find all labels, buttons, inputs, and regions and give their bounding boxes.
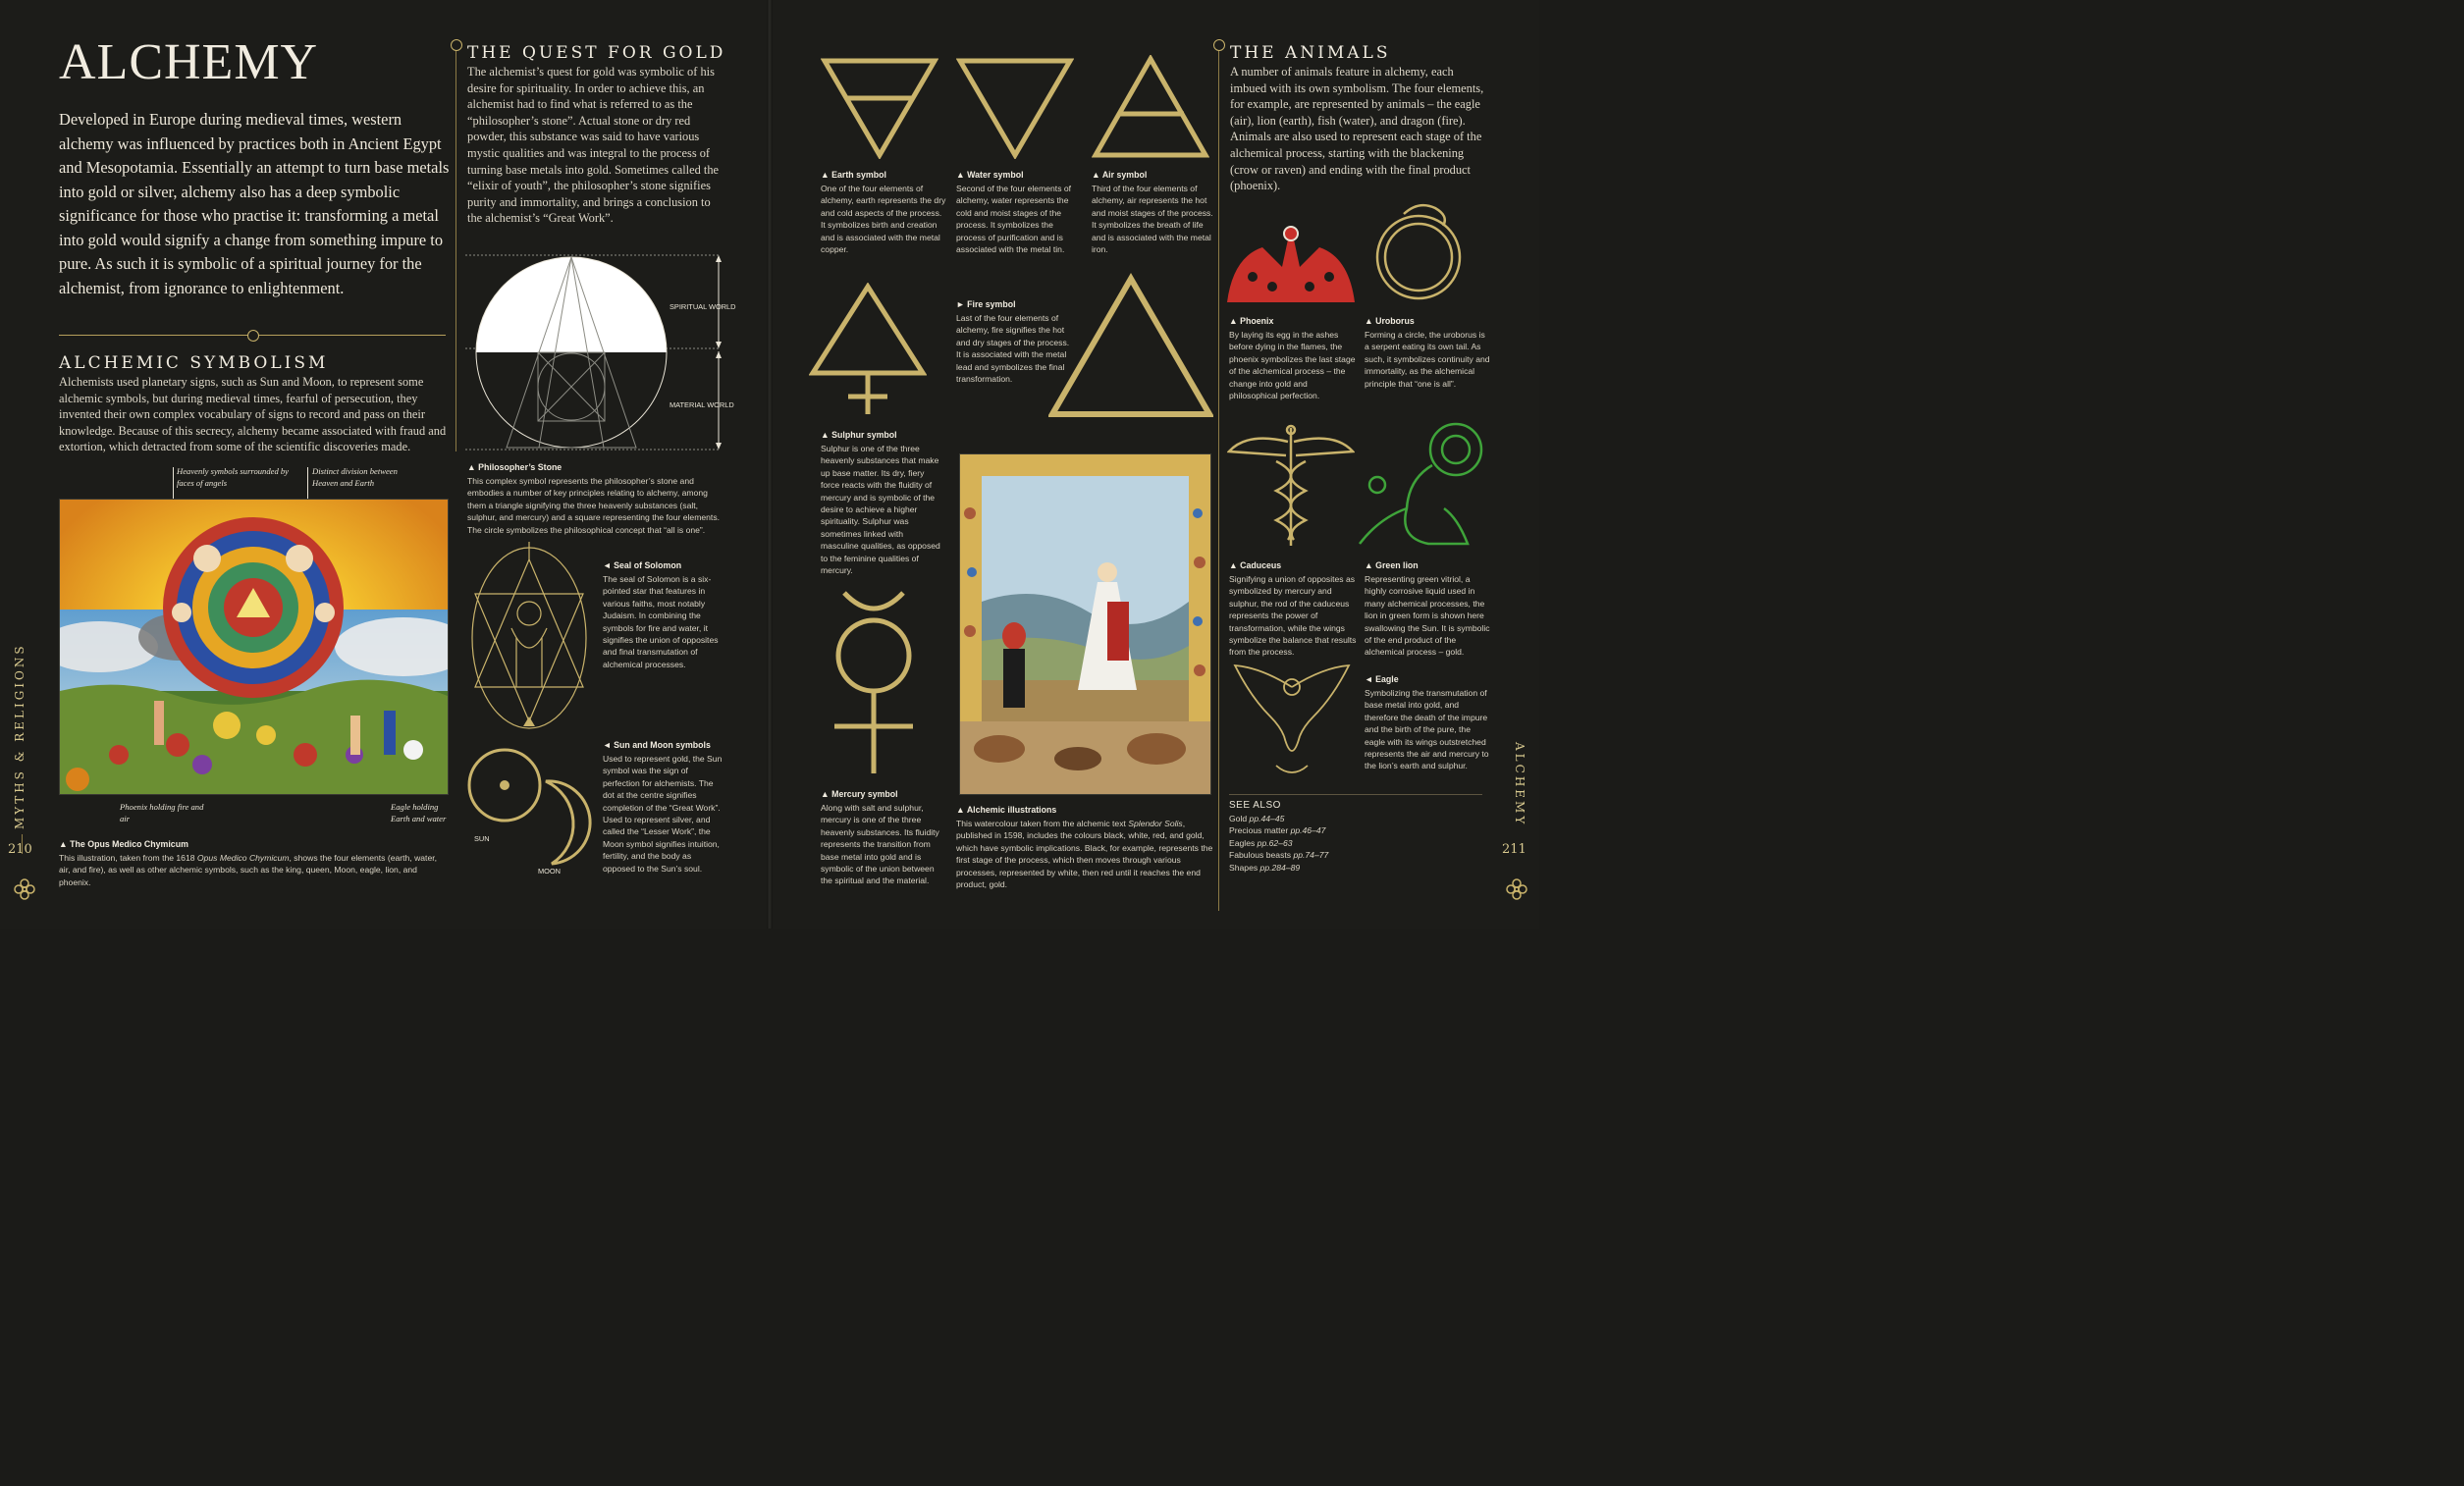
sunmoon-caption-text: Used to represent gold, the Sun symbol was the sign of perfection for alchemists. The dot at the centre signifies completion of the “Great Work”. Used to represent silver, and called the “Lesser Work”, the Moon symbol signifies intuition, fertility, and the body as opposed to the Sun’s soul. — [603, 754, 723, 874]
stone-caption — [467, 457, 726, 536]
phoenix-caption-text: By laying its egg in the ashes before dying in the flames, the phoenix symbolizes the last stage of the alchemical process – the change into gold and philosophical perfection. — [1229, 330, 1356, 401]
illustration-caption-title: Alchemic illustrations — [966, 805, 1057, 815]
see-also-link[interactable]: Eagles pp.62–63 — [1229, 837, 1293, 848]
caduceus-caption-title: Caduceus — [1240, 560, 1282, 570]
fire-caption-title: Fire symbol — [967, 299, 1016, 309]
eagle-illustration — [1231, 658, 1353, 783]
uroborus-caption — [1365, 311, 1490, 390]
caption-marker-icon: ▲ — [467, 462, 479, 472]
earth-caption-text: One of the four elements of alchemy, earth represents the dry and cold aspects of the process. It symbolizes birth and creation and is associated with the metal copper. — [821, 184, 946, 255]
caption-marker-icon: ▲ — [1229, 316, 1241, 326]
caption-marker-icon: ▲ — [956, 170, 968, 180]
see-also-box — [1229, 800, 1425, 874]
mercury-symbol-icon — [825, 587, 923, 777]
caption-marker-icon: ▲ — [1229, 560, 1241, 570]
spiritual-world-label: SPIRITUAL WORLD — [670, 302, 736, 311]
fire-symbol-icon — [1048, 273, 1213, 420]
label-eagle: Eagle holding Earth and water — [391, 802, 447, 823]
uroborus-caption-text: Forming a circle, the uroborus is a serpent eating its own tail. As such, it symbolizes continuity and immortality, as the alchemical principle that “one is all”. — [1365, 330, 1490, 389]
page-number-right: 211 — [1502, 842, 1527, 857]
eagle-caption-text: Symbolizing the transmutation of base metal into gold, and therefore the death of the impure and the birth of the pure, the eagle with its wings outstretched represents the air and mercury to the lion’s earth and sulphur. — [1365, 688, 1489, 771]
air-symbol-icon — [1092, 55, 1209, 159]
caption-marker-icon: ◄ — [603, 740, 615, 750]
air-caption-title: Air symbol — [1101, 170, 1148, 180]
see-also-link[interactable]: Fabulous beasts pp.74–77 — [1229, 850, 1329, 861]
mercury-caption-text: Along with salt and sulphur, mercury is one of the three heavenly substances. Its fluidity represents the transition from base metal into gold and is symbolic of the union between the spiritual and the material. — [821, 803, 939, 886]
see-also-link[interactable]: Gold pp.44–45 — [1229, 814, 1285, 823]
air-caption-text: Third of the four elements of alchemy, air represents the hot and moist stages of the process. It symbolizes the breath of life and is associated with the metal iron. — [1092, 184, 1213, 255]
seal-of-solomon-illustration — [467, 540, 595, 736]
eagle-caption — [1365, 669, 1490, 772]
rule-ornament-icon — [1213, 39, 1225, 51]
fire-caption-text: Last of the four elements of alchemy, fire signifies the hot and dry stages of the process. It is associated with the metal lead and symbolizes the final transformation. — [956, 313, 1070, 385]
sulphur-caption-text: Sulphur is one of the three heavenly substances that make up base matter. Its dry, fiery force reacts with the fluidity of mercury and is symbolic of the desire to achieve a higher spirituality. Sulphur was sometimes linked with masculine qualities, as opposed to the feminine qualities of mercury. — [821, 444, 940, 576]
caption-marker-icon: ▲ — [956, 805, 967, 815]
earth-caption-title: Earth symbol — [831, 170, 886, 180]
opus-caption-text: This illustration, taken from the 1618 — [59, 853, 197, 863]
intro-text: Developed in Europe during medieval times, western alchemy was influenced by practices both in Ancient Egypt and Mesopotamia. Essentially an attempt to turn base metals into gold or silver, alchemy also has a deep symbolic significance for those who practise it: transforming a metal into gold would signify a change from something impure to pure. As such it is symbolic of a spiritual journey for the alchemist, from ignorance to enlightenment. — [59, 110, 450, 297]
phoenix-illustration — [1223, 218, 1359, 306]
sulphur-symbol-icon — [809, 283, 927, 418]
book-gutter — [767, 0, 773, 929]
earth-caption — [821, 165, 948, 255]
see-also-rule — [1229, 794, 1482, 795]
caption-marker-icon: ▲ — [821, 789, 832, 799]
moon-label: MOON — [538, 867, 561, 876]
splendor-solis-illustration — [959, 453, 1211, 795]
sunmoon-caption — [603, 735, 724, 875]
page-number-left: 210 — [8, 842, 32, 857]
water-caption-title: Water symbol — [967, 170, 1024, 180]
label-division: Distinct division between Heaven and Earth — [312, 466, 398, 488]
illustration-caption-text-cont: , published in 1598, includes the colours black, white, red, and gold, which have symbolic implications. Black, for example, represents the first stage of the process, which then moves through various processes, represented by white, then red until it reaches the end product, gold. — [956, 819, 1213, 890]
earth-symbol-icon — [821, 57, 938, 159]
caption-marker-icon: ▲ — [1365, 560, 1376, 570]
see-also-title: SEE ALSO — [1229, 800, 1281, 811]
stone-caption-text: This complex symbol represents the philosopher’s stone and embodies a number of key principles relating to alchemy, among them a triangle signifying the three heavenly substances (salt, sulphur, and mercury) and a square representing the four elements. The circle symbolizes the philosophical concept that “all is one”. — [467, 476, 721, 535]
rule-ornament-icon — [451, 39, 462, 51]
caption-marker-icon: ▲ — [821, 430, 832, 440]
opus-caption — [59, 834, 448, 888]
phoenix-caption-title: Phoenix — [1240, 316, 1274, 326]
water-caption-text: Second of the four elements of alchemy, water represents the cold and moist stages of the process. It symbolizes the process of purification and is associated with the metal tin. — [956, 184, 1072, 255]
caduceus-illustration — [1227, 422, 1355, 550]
caption-marker-icon: ▲ — [59, 839, 71, 849]
label-phoenix: Phoenix holding fire and air — [120, 802, 204, 823]
caduceus-caption — [1229, 556, 1357, 659]
caduceus-caption-text: Signifying a union of opposites as symbolized by mercury and sulphur, the rod of the caduceus represents the power of transformation, while the wings symbolize the balance that results from the process. — [1229, 574, 1357, 658]
divider-ornament-icon — [247, 330, 259, 342]
caption-marker-icon: ▲ — [1365, 316, 1376, 326]
uroborus-illustration — [1365, 200, 1473, 306]
uroborus-caption-title: Uroborus — [1375, 316, 1415, 326]
sulphur-caption-title: Sulphur symbol — [831, 430, 897, 440]
caption-marker-icon: ▲ — [821, 170, 832, 180]
column-rule — [455, 47, 456, 451]
caption-marker-icon: ▲ — [1092, 170, 1102, 180]
animals-heading: THE ANIMALS — [1230, 43, 1391, 63]
green-lion-illustration — [1350, 410, 1499, 550]
green-lion-caption-text: Representing green vitriol, a highly corrosive liquid used in many alchemical processes, the lion in green form is shown here swallowing the Sun. It is symbolic of the end product of the alchemical process – gold. — [1365, 574, 1490, 658]
quest-heading: THE QUEST FOR GOLD — [467, 43, 726, 63]
solomon-caption — [603, 556, 724, 670]
green-lion-caption — [1365, 556, 1490, 659]
water-caption — [956, 165, 1084, 255]
sun-label: SUN — [474, 834, 490, 843]
flower-ornament-icon — [1506, 878, 1527, 900]
page-title: ALCHEMY — [59, 34, 319, 90]
caption-marker-icon: ◄ — [603, 560, 615, 570]
flower-ornament-icon — [14, 878, 35, 900]
eagle-caption-title: Eagle — [1375, 674, 1399, 684]
phoenix-caption — [1229, 311, 1357, 401]
illustration-caption-emphasis: Splendor Solis — [1128, 819, 1183, 828]
caption-marker-icon: ► — [956, 299, 968, 309]
solomon-caption-title: Seal of Solomon — [614, 560, 682, 570]
solomon-caption-text: The seal of Solomon is a six-pointed star that features in various faiths, most notably Judaism. In combining the symbols for fire and water, it signifies the union of opposites and final transmutation of alchemical processes. — [603, 574, 719, 669]
sulphur-caption — [821, 425, 940, 576]
caption-marker-icon: ◄ — [1365, 674, 1376, 684]
opus-caption-text-cont: , shows the four elements (earth, water, air, and fire), as well as other alchemic symbols, such as the king, queen, Moon, eagle, lion, and phoenix. — [59, 853, 437, 887]
leader-line — [173, 467, 174, 501]
symbolism-text: Alchemists used planetary signs, such as Sun and Moon, to represent some alchemic symbols, but during medieval times, fearful of persecution, they invented their own complex vocabulary of signs to record and pass on their knowledge. Because of this secrecy, alchemy became associated with fraud and extortion, which detracted from some of the scientific discoveries made. — [59, 375, 447, 454]
column-rule — [1218, 47, 1219, 911]
see-also-link[interactable]: Shapes pp.284–89 — [1229, 862, 1301, 873]
philosophers-stone-diagram — [465, 250, 735, 456]
opus-caption-emphasis: Opus Medico Chymicum — [196, 853, 290, 863]
see-also-link[interactable]: Precious matter pp.46–47 — [1229, 825, 1326, 836]
label-heavenly-symbols: Heavenly symbols surrounded by faces of angels — [177, 466, 290, 488]
green-lion-caption-title: Green lion — [1375, 560, 1419, 570]
sun-moon-illustration — [465, 744, 603, 872]
illustration-caption — [956, 800, 1213, 890]
quest-text: The alchemist’s quest for gold was symbolic of his desire for spirituality. In order to achieve this, an alchemist had to find what is referred to as the “philosopher’s stone”. Actual stone or dry red powder, this substance was said to have various mystic qualities and was integral to the process of turning base metals into gold. Sometimes called the “elixir of youth”, the philosopher’s stone signifies purity and immortality, and brings a conclusion to the alchemist’s “Great Work”. — [467, 65, 720, 226]
chapter-side-tab: MYTHS & RELIGIONS — [13, 643, 27, 829]
sunmoon-caption-title: Sun and Moon symbols — [614, 740, 711, 750]
material-world-label: MATERIAL WORLD — [670, 400, 734, 409]
animals-text: A number of animals feature in alchemy, each imbued with its own symbolism. The four elements, for example, are represented by animals – the eagle (air), lion (earth), fish (water), and dragon (fire). Animals are also used to represent each stage of the alchemical process, starting with the blackening (crow or raven) and ending with the final product (phoenix). — [1230, 65, 1484, 193]
chapter-side-tab-right: ALCHEMY — [1513, 742, 1527, 827]
mercury-caption-title: Mercury symbol — [831, 789, 898, 799]
fire-caption — [956, 294, 1072, 385]
stone-caption-title: Philosopher’s Stone — [478, 462, 562, 472]
mercury-caption — [821, 784, 940, 887]
symbolism-heading: ALCHEMIC SYMBOLISM — [59, 353, 329, 373]
opus-caption-title: The Opus Medico Chymicum — [70, 839, 188, 849]
illustration-caption-text: This watercolour taken from the alchemic text — [956, 819, 1129, 828]
air-caption — [1092, 165, 1213, 255]
water-symbol-icon — [956, 57, 1074, 159]
opus-medico-illustration — [59, 499, 449, 795]
